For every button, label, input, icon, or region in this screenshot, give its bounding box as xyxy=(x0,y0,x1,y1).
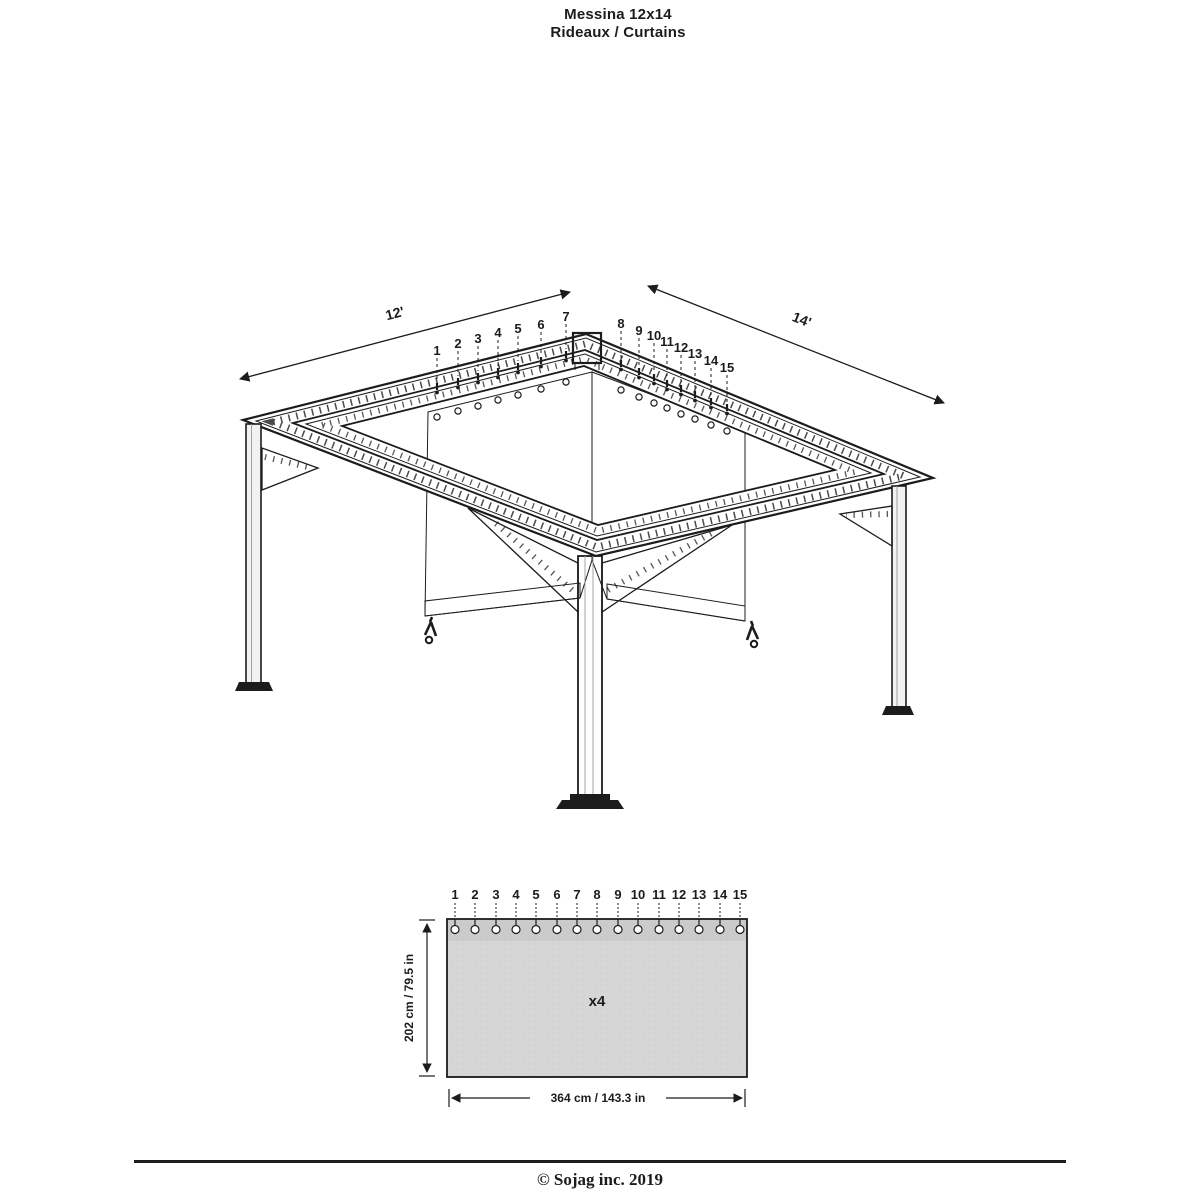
hook-number: 7 xyxy=(562,309,570,324)
hook-number: 4 xyxy=(494,325,502,340)
flat-hook-number: 4 xyxy=(512,887,520,902)
hook-number: 12 xyxy=(673,340,689,355)
flat-hook-number: 7 xyxy=(573,887,581,902)
flat-hook-number: 15 xyxy=(732,887,748,902)
flat-hook-number: 9 xyxy=(614,887,622,902)
hook-number: 6 xyxy=(537,317,545,332)
width-dimension-label: 12' xyxy=(383,303,406,324)
title-model: Messina 12x14 xyxy=(564,6,672,23)
tie-knot-right xyxy=(747,621,758,647)
depth-dimension-label: 14' xyxy=(790,308,814,331)
hook-number: 5 xyxy=(514,321,522,336)
flat-width-dimension xyxy=(449,1089,745,1107)
flat-hook-number: 6 xyxy=(553,887,561,902)
hook-number: 8 xyxy=(617,316,625,331)
hook-number: 1 xyxy=(433,343,441,358)
flat-hook-number: 14 xyxy=(712,887,728,902)
hook-number: 14 xyxy=(703,353,719,368)
hook-number: 15 xyxy=(719,360,735,375)
flat-curtain-diagram xyxy=(402,887,747,1107)
hook-number: 9 xyxy=(635,323,643,338)
left-post xyxy=(235,424,318,691)
flat-hook-number: 11 xyxy=(652,887,666,902)
hook-number: 11 xyxy=(660,334,674,349)
flat-hook-number: 2 xyxy=(471,887,479,902)
flat-width-label: 364 cm / 143.3 in xyxy=(550,1091,646,1105)
flat-height-label: 202 cm / 79.5 in xyxy=(402,953,416,1043)
hook-number: 2 xyxy=(454,336,462,351)
right-post xyxy=(840,486,914,715)
flat-hook-number: 13 xyxy=(691,887,707,902)
hook-number: 13 xyxy=(687,346,703,361)
quantity-label: x4 xyxy=(588,993,606,1010)
hook-number: 10 xyxy=(646,328,662,343)
flat-hook-number: 8 xyxy=(593,887,601,902)
iso-diagram xyxy=(235,286,944,809)
flat-hook-number: 1 xyxy=(451,887,459,902)
curtain-hem-right xyxy=(607,584,745,621)
roof-frame xyxy=(243,334,933,556)
right-post-foot xyxy=(882,706,914,715)
tie-knot-left xyxy=(425,617,436,643)
copyright-text: © Sojag inc. 2019 xyxy=(536,1170,664,1189)
title-part: Rideaux / Curtains xyxy=(550,24,686,41)
footer-divider xyxy=(134,1160,1066,1163)
flat-hook-callouts xyxy=(451,887,747,917)
left-post-brace xyxy=(262,448,318,490)
hook-number: 3 xyxy=(474,331,482,346)
flat-hook-number: 12 xyxy=(671,887,687,902)
flat-hook-number: 10 xyxy=(630,887,646,902)
left-post-foot xyxy=(235,682,273,691)
flat-hook-number: 3 xyxy=(492,887,500,902)
flat-height-dimension xyxy=(402,920,435,1076)
right-post-brace xyxy=(840,506,892,546)
flat-hook-number: 5 xyxy=(532,887,540,902)
curtain-hem-left xyxy=(425,583,580,616)
